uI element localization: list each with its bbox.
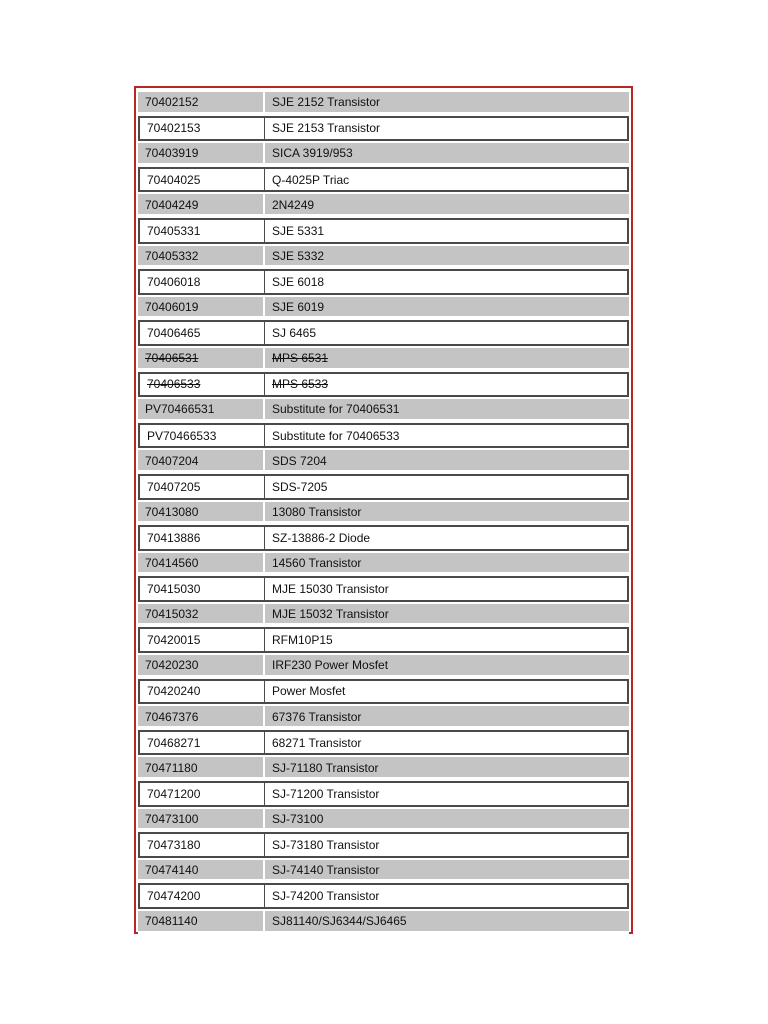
description-cell: IRF230 Power Mosfet: [265, 653, 629, 679]
part-number-cell: 70406533: [138, 372, 265, 398]
part-number-cell: 70474140: [138, 858, 265, 884]
description-cell: MPS 6533: [265, 372, 629, 398]
description-cell: SJ-71180 Transistor: [265, 755, 629, 781]
description-cell: SJE 6018: [265, 269, 629, 295]
part-number-cell: 70473180: [138, 832, 265, 858]
description-cell: Substitute for 70406533: [265, 423, 629, 449]
table-row: [138, 167, 629, 193]
part-number-cell: 70407204: [138, 448, 265, 474]
table-row: [138, 755, 629, 781]
table-row: [138, 116, 629, 142]
description-cell: SJE 6019: [265, 295, 629, 321]
description-cell: SJE 5331: [265, 218, 629, 244]
table-row: [138, 244, 629, 270]
description-cell: SJ-73180 Transistor: [265, 832, 629, 858]
table-row: [138, 448, 629, 474]
part-number-cell: 70420230: [138, 653, 265, 679]
part-number-cell: 70414560: [138, 551, 265, 577]
part-number-cell: 70404025: [138, 167, 265, 193]
description-cell: Substitute for 70406531: [265, 397, 629, 423]
description-cell: 67376 Transistor: [265, 704, 629, 730]
description-cell: SJ-71200 Transistor: [265, 781, 629, 807]
part-number-cell: 70415030: [138, 576, 265, 602]
part-number-cell: 70405331: [138, 218, 265, 244]
part-number-cell: 70402152: [138, 90, 265, 116]
table-row: [138, 423, 629, 449]
description-cell: 13080 Transistor: [265, 500, 629, 526]
part-number-cell: 70413886: [138, 525, 265, 551]
table-row: [138, 500, 629, 526]
part-number-cell: 70471200: [138, 781, 265, 807]
part-number-cell: 70420015: [138, 627, 265, 653]
table-row: [138, 372, 629, 398]
table-row: [138, 474, 629, 500]
table-row: [138, 807, 629, 833]
table-row: [138, 525, 629, 551]
parts-table: [134, 86, 633, 934]
description-cell: 14560 Transistor: [265, 551, 629, 577]
part-number-cell: 70407205: [138, 474, 265, 500]
part-number-cell: PV70466533: [138, 423, 265, 449]
part-number-cell: 70481140: [138, 909, 265, 935]
table-row: [138, 295, 629, 321]
part-number-cell: 70404249: [138, 192, 265, 218]
table-body: [138, 90, 629, 935]
description-cell: SJ 6465: [265, 320, 629, 346]
table-row: [138, 320, 629, 346]
description-cell: MPS 6531: [265, 346, 629, 372]
part-number-cell: PV70466531: [138, 397, 265, 423]
table-row: [138, 781, 629, 807]
table-row: [138, 218, 629, 244]
table-row: [138, 269, 629, 295]
description-cell: SJ-73100: [265, 807, 629, 833]
table-row: [138, 627, 629, 653]
table-row: [138, 141, 629, 167]
description-cell: SJ-74200 Transistor: [265, 883, 629, 909]
table-row: [138, 192, 629, 218]
description-cell: SICA 3919/953: [265, 141, 629, 167]
description-cell: SJE 5332: [265, 244, 629, 270]
part-number-cell: 70403919: [138, 141, 265, 167]
part-number-cell: 70471180: [138, 755, 265, 781]
part-number-cell: 70402153: [138, 116, 265, 142]
description-cell: RFM10P15: [265, 627, 629, 653]
part-number-cell: 70473100: [138, 807, 265, 833]
table-row: [138, 679, 629, 705]
table-row: [138, 551, 629, 577]
table-row: [138, 909, 629, 935]
part-number-cell: 70413080: [138, 500, 265, 526]
description-cell: 2N4249: [265, 192, 629, 218]
part-number-cell: 70406465: [138, 320, 265, 346]
table-row: [138, 602, 629, 628]
description-cell: SZ-13886-2 Diode: [265, 525, 629, 551]
part-number-cell: 70405332: [138, 244, 265, 270]
description-cell: 68271 Transistor: [265, 730, 629, 756]
description-cell: SJ-74140 Transistor: [265, 858, 629, 884]
table-row: [138, 653, 629, 679]
table-row: [138, 858, 629, 884]
part-number-cell: 70474200: [138, 883, 265, 909]
part-number-cell: 70415032: [138, 602, 265, 628]
part-number-cell: 70406018: [138, 269, 265, 295]
table-row: [138, 90, 629, 116]
description-cell: MJE 15030 Transistor: [265, 576, 629, 602]
description-cell: SDS 7204: [265, 448, 629, 474]
part-number-cell: 70406019: [138, 295, 265, 321]
description-cell: MJE 15032 Transistor: [265, 602, 629, 628]
description-cell: SJ81140/SJ6344/SJ6465: [265, 909, 629, 935]
table-row: [138, 832, 629, 858]
part-number-cell: 70406531: [138, 346, 265, 372]
table-row: [138, 397, 629, 423]
description-cell: Power Mosfet: [265, 679, 629, 705]
table-row: [138, 576, 629, 602]
description-cell: SJE 2152 Transistor: [265, 90, 629, 116]
description-cell: SJE 2153 Transistor: [265, 116, 629, 142]
table-row: [138, 704, 629, 730]
table-row: [138, 730, 629, 756]
part-number-cell: 70420240: [138, 679, 265, 705]
description-cell: SDS-7205: [265, 474, 629, 500]
table-row: [138, 346, 629, 372]
part-number-cell: 70467376: [138, 704, 265, 730]
table-row: [138, 883, 629, 909]
description-cell: Q-4025P Triac: [265, 167, 629, 193]
part-number-cell: 70468271: [138, 730, 265, 756]
